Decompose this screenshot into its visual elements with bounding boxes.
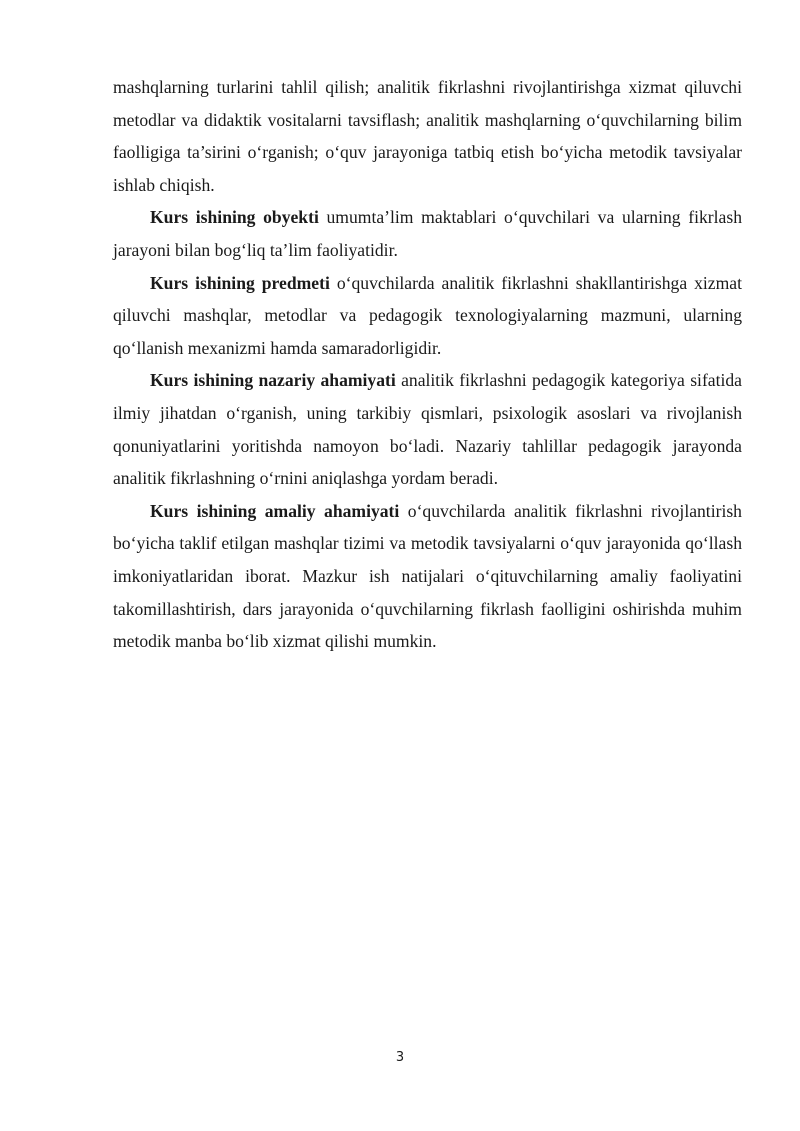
paragraph-lead: Kurs ishining obyekti	[150, 207, 319, 228]
document-body	[113, 71, 742, 658]
paragraph-lead: Kurs ishining nazariy ahamiyati	[150, 370, 396, 391]
paragraph-lead: Kurs ishining predmeti	[150, 272, 330, 293]
paragraph-text: o‘quvchilarda analitik fikrlashni rivojlantirish bo‘yicha taklif etilgan mashqlar tizimi va metodik tavsiyalarni o‘quv jarayonida qo‘llash imkoniyatlaridan iborat. Mazkur ish natijalari o‘qituvchilarning amaliy faoliyatini takomillashtirish, dars jarayonida o‘quvchilarning fikrlash faolligini oshirishda muhim metodik manba bo‘lib xizmat qilishi mumkin.	[113, 500, 742, 652]
page-number: 3	[395, 1050, 405, 1065]
paragraph-theoretical-significance	[113, 364, 742, 494]
paragraph-text: mashqlarning turlarini tahlil qilish; analitik fikrlashni rivojlantirishga xizmat qiluvchi metodlar va didaktik vositalarni tavsiflash; analitik mashqlarning o‘quvchilarning bilim faolligiga ta’sirini o‘rganish; o‘quv jarayoniga tatbiq etish bo‘yicha metodik tavsiyalar ishlab chiqish.	[113, 77, 742, 195]
paragraph-tasks-continuation	[113, 71, 742, 201]
paragraph-practical-significance	[113, 495, 742, 658]
paragraph-text: o‘quvchilarda analitik fikrlashni shakllantirishga xizmat qiluvchi mashqlar, metodlar va pedagogik texnologiyalarning mazmuni, ularning qo‘llanish mexanizmi hamda samaradorligidir.	[113, 272, 742, 358]
paragraph-text: analitik fikrlashni pedagogik kategoriya sifatida ilmiy jihatdan o‘rganish, uning tarkibiy qismlari, psixologik asoslari va rivojlanish qonuniyatlarini yoritishda namoyon bo‘ladi. Nazariy tahlillar pedagogik jarayonda analitik fikrlashning o‘rnini aniqlashga yordam beradi.	[113, 370, 742, 489]
paragraph-lead: Kurs ishining amaliy ahamiyati	[150, 500, 400, 521]
paragraph-text: umumta’lim maktablari o‘quvchilari va ularning fikrlash jarayoni bilan bog‘liq ta’lim faoliyatidir.	[113, 207, 742, 260]
paragraph-subject	[113, 267, 742, 365]
paragraph-object	[113, 201, 742, 266]
